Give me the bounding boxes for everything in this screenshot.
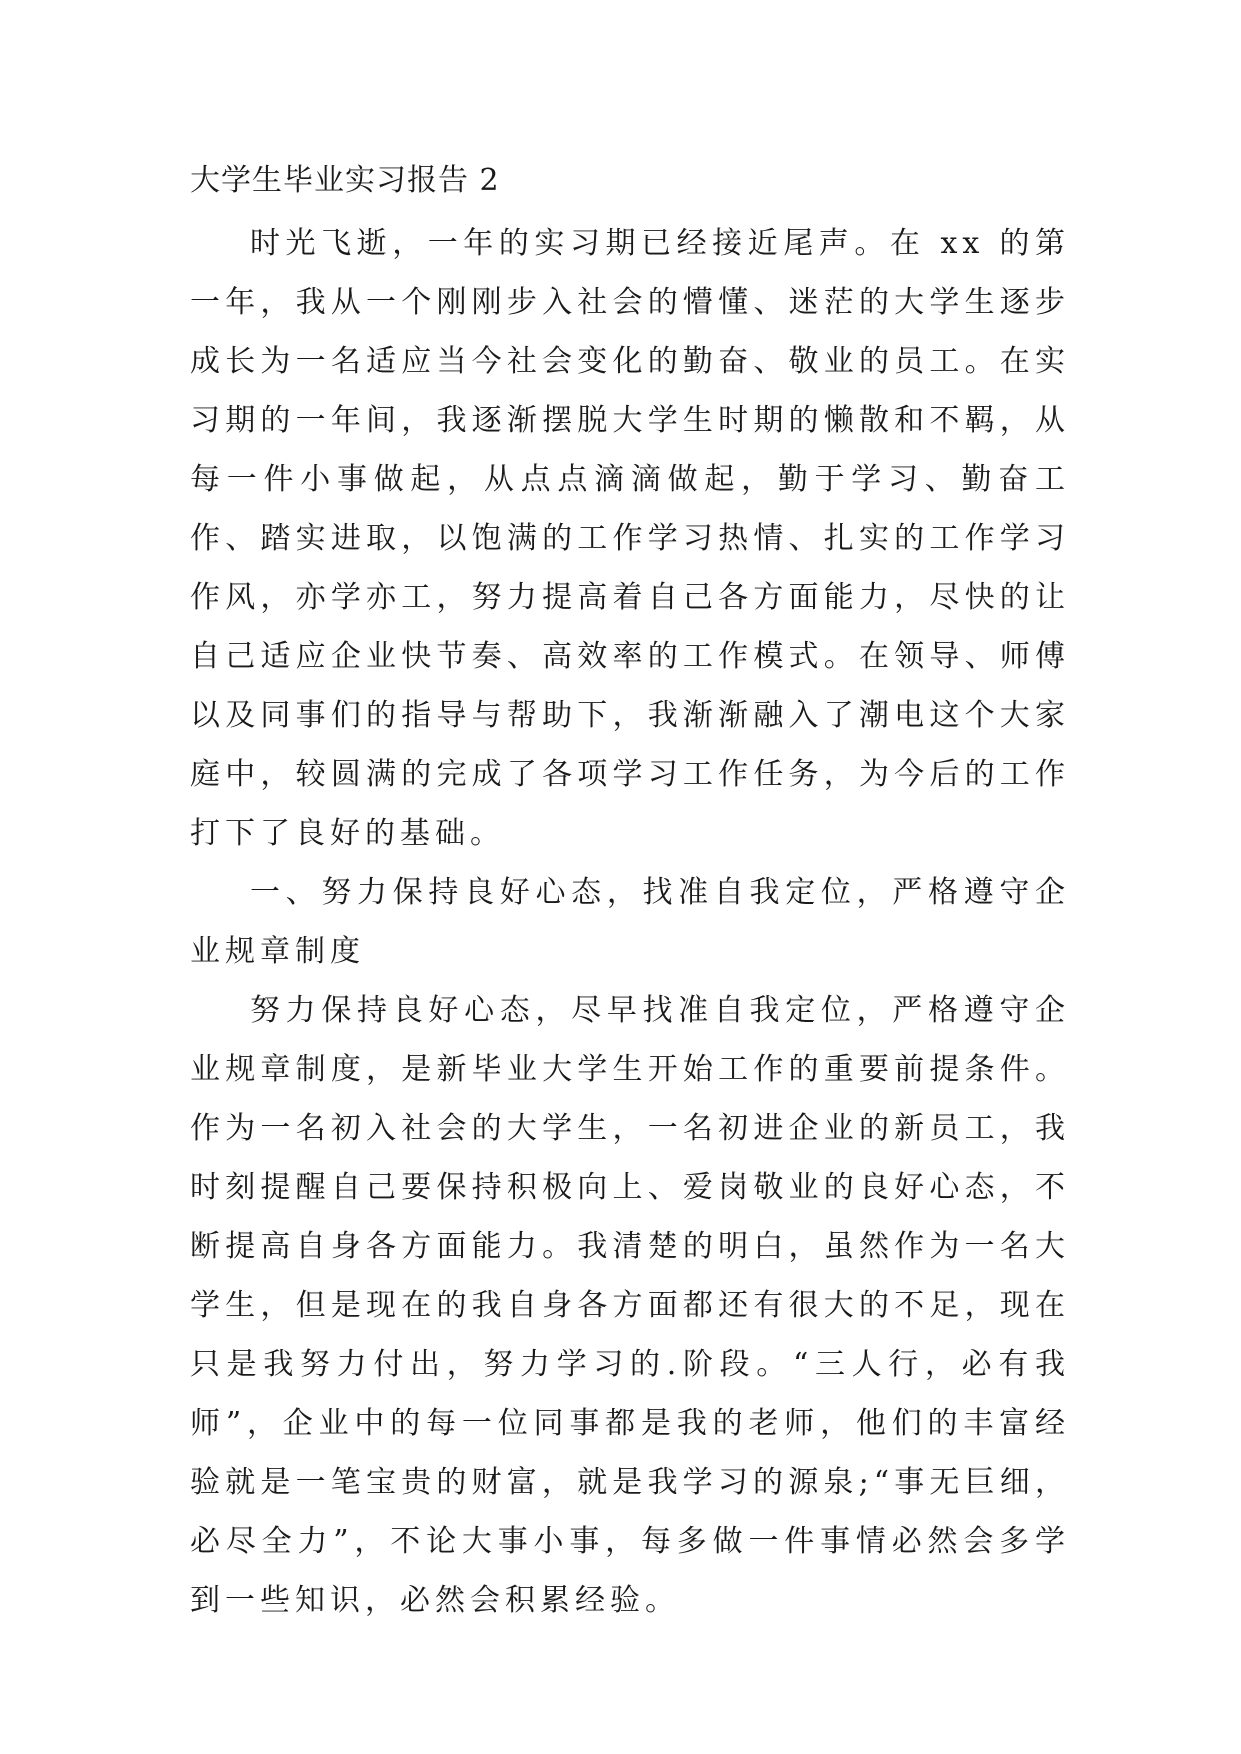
document-title: 大学生毕业实习报告 2 — [190, 163, 500, 198]
intro-paragraph: 时光飞逝，一年的实习期已经接近尾声。在 xx 的第一年，我从一个刚刚步入社会的懵懂、迷茫的大学生逐步成长为一名适应当今社会变化的勤奋、敬业的员工。在实习期的一年间，我逐渐摆脱大学生时期的懒散和不羁，从每一件小事做起，从点点滴滴做起，勤于学习、勤奋工作、踏实进取，以饱满的工作学习热情、扎实的工作学习作风，亦学亦工，努力提高着自己各方面能力，尽快的让自己适应企业快节奏、高效率的工作模式。在领导、师傅以及同事们的指导与帮助下，我渐渐融入了潮电这个大家庭中，较圆满的完成了各项学习工作任务，为今后的工作打下了良好的基础。 — [190, 226, 1070, 851]
section-paragraph: 努力保持良好心态，尽早找准自我定位，严格遵守企业规章制度，是新毕业大学生开始工作的重要前提条件。作为一名初入社会的大学生，一名初进企业的新员工，我时刻提醒自己要保持积极向上、爱岗敬业的良好心态，不断提高自身各方面能力。我清楚的明白，虽然作为一名大学生，但是现在的我自身各方面都还有很大的不足，现在只是我努力付出，努力学习的.阶段。“三人行，必有我师”，企业中的每一位同事都是我的老师，他们的丰富经验就是一笔宝贵的财富，就是我学习的源泉;“事无巨细，必尽全力”，不论大事小事，每多做一件事情必然会多学到一些知识，必然会积累经验。 — [190, 993, 1070, 1618]
document-body — [190, 161, 1070, 1630]
section-heading: 一、努力保持良好心态，找准自我定位，严格遵守企业规章制度 — [190, 875, 1070, 969]
